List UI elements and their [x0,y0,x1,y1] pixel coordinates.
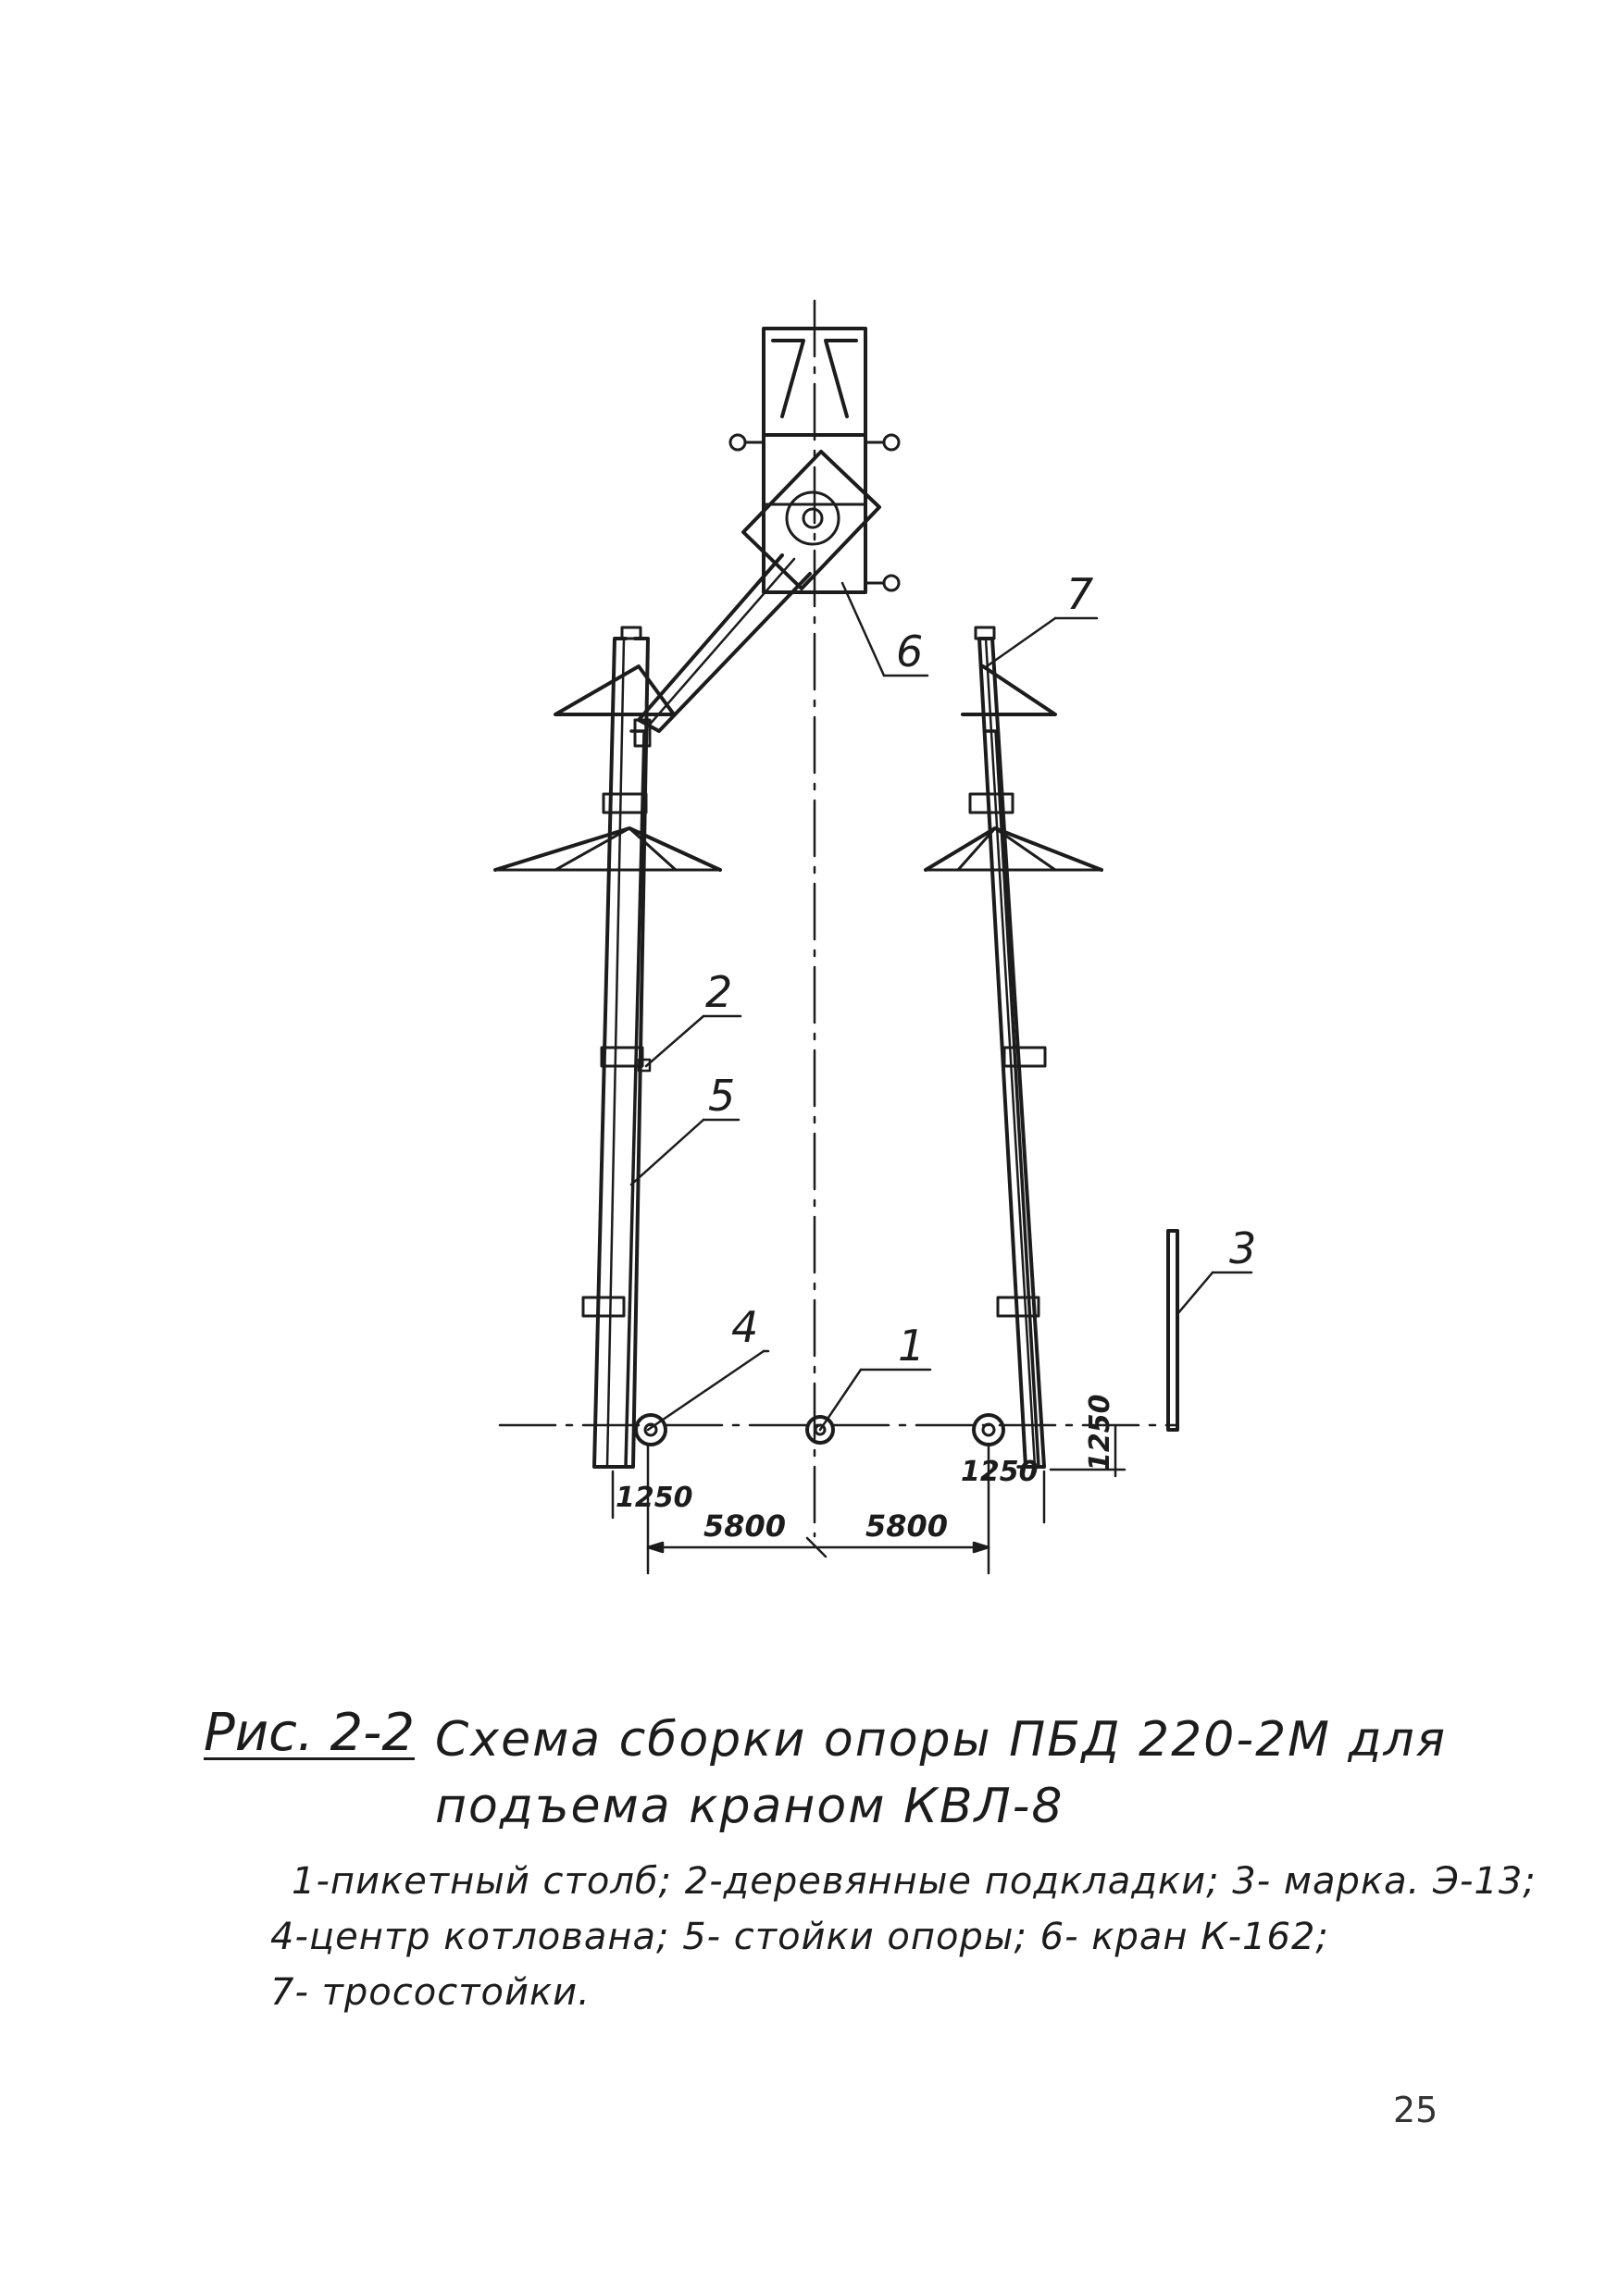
legend-line-2: 4-центр котлована; 5- стойки опоры; 6- кран К-162; [270,1916,1329,1958]
figure-title-line-1: Схема сборки опоры ПБД 220-2М для [435,1712,1448,1768]
callout-number-6: 6 [896,627,924,676]
pit-center-right [974,1415,1003,1445]
legend-line-3: 7- тросостойки. [270,1971,591,2014]
dimension-left-offset: 1250 [616,1482,693,1514]
dimension-right-span: 5800 [865,1508,949,1544]
marker-post [1168,1231,1177,1430]
figure-title-line-2: подъема краном КВЛ-8 [435,1779,1064,1834]
figure-label: Рис. 2-2 [204,1703,416,1763]
callout-number-1: 1 [898,1321,926,1371]
left-support [495,627,720,1467]
legend-line-1: 1-пикетный столб; 2-деревянные подкладки; 3- марка. Э-13; [292,1860,1537,1903]
callout-number-3: 3 [1229,1223,1257,1273]
callout-number-5: 5 [708,1071,736,1121]
page-number: 25 [1393,2090,1438,2130]
dimension-vertical-offset: 1250 [1084,1394,1116,1471]
dimension-right-offset: 1250 [961,1456,1039,1488]
pit-center-left [636,1415,666,1445]
callout-number-4: 4 [731,1302,759,1352]
crane [635,329,899,746]
callout-number-2: 2 [705,967,733,1017]
right-support [926,627,1101,1467]
callout-number-7: 7 [1066,569,1094,619]
dimension-left-span: 5800 [703,1508,787,1544]
